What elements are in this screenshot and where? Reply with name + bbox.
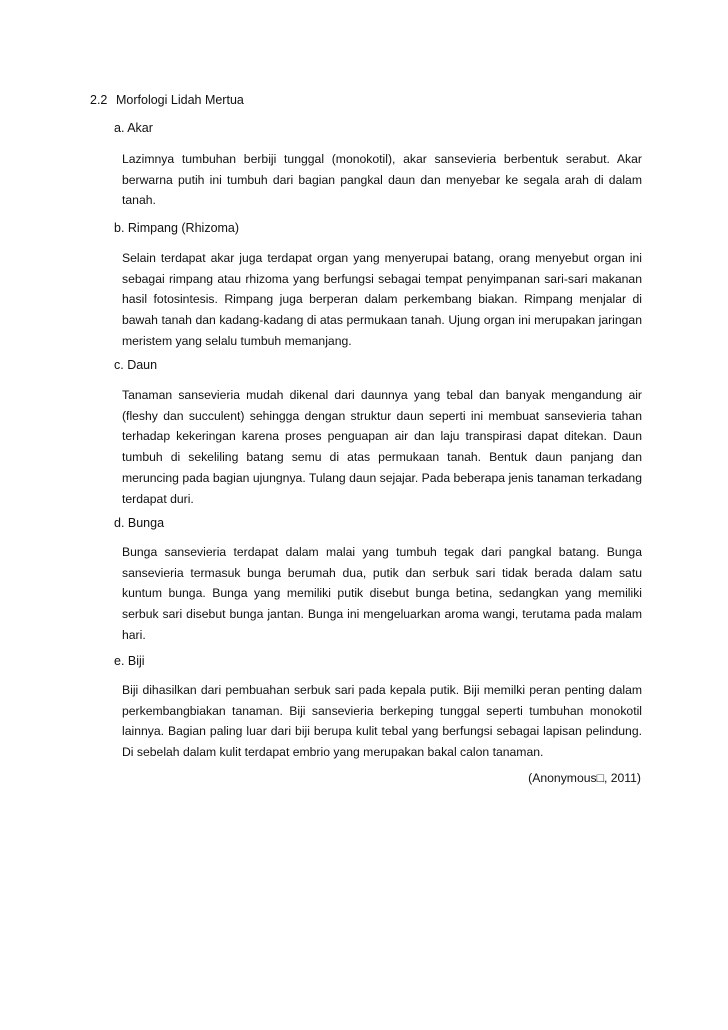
paragraph-bunga: Bunga sansevieria terdapat dalam malai yang tumbuh tegak dari pangkal batang. Bunga sansevieria termasuk bunga berumah dua, putik dan serbuk sari tidak berada dalam satu kuntum bunga. Bunga yang memiliki putik disebut bunga betina, sedangkan yang memiliki serbuk sari disebut bunga jantan. Bunga ini mengeluarkan aroma wangi, terutama pada malam hari. — [122, 545, 642, 642]
paragraph-biji: Biji dihasilkan dari pembuahan serbuk sari pada kepala putik. Biji memilki peran penting dalam perkembangbiakan tanaman. Biji sansevieria berkeping tunggal seperti tumbuhan monokotil lainnya. Bagian paling luar dari biji berupa kulit tebal yang berfungsi sebagai lapisan pelindung. Di sebelah dalam kulit terdapat embrio yang merupakan bakal calon tanaman. — [122, 683, 642, 760]
subsection-heading-akar: a. Akar — [114, 121, 153, 135]
section-number: 2.2 — [90, 93, 108, 107]
subsection-heading-biji: e. Biji — [114, 654, 145, 668]
citation: (Anonymous□, 2011) — [528, 771, 641, 785]
section-heading — [90, 90, 244, 110]
section-title: Morfologi Lidah Mertua — [116, 93, 244, 107]
subsection-heading-bunga: d. Bunga — [114, 516, 165, 530]
paragraph-akar: Lazimnya tumbuhan berbiji tunggal (monokotil), akar sansevieria berbentuk serabut. Akar berwarna putih ini tumbuh dari bagian pangkal daun dan menyebar ke segala arah di dalam tanah. — [122, 152, 642, 208]
paragraph-rimpang: Selain terdapat akar juga terdapat organ yang menyerupai batang, orang menyebut organ ini sebagai rimpang atau rhizoma yang berfungsi sebagai tempat penyimpanan sari-sari makanan hasil fotosintesis. Rimpang juga berperan dalam perkembang biakan. Rimpang menjalar di bawah tanah dan kadang-kadang di atas permukaan tanah. Ujung organ ini merupakan jaringan meristem yang selalu tumbuh memanjang. — [122, 251, 642, 348]
subsection-heading-daun: c. Daun — [114, 358, 158, 372]
paragraph-daun: Tanaman sansevieria mudah dikenal dari daunnya yang tebal dan banyak mengandung air (fleshy dan succulent) sehingga dengan struktur daun seperti ini membuat sansevieria tahan terhadap kekeringan karena proses penguapan air dan laju transpirasi dapat ditekan. Daun tumbuh di sekeliling batang semu di atas permukaan tanah. Bentuk daun panjang dan meruncing pada bagian ujungnya. Tulang daun sejajar. Pada beberapa jenis tanaman terkadang terdapat duri. — [122, 388, 642, 506]
subsection-heading-rimpang: b. Rimpang (Rhizoma) — [114, 221, 240, 235]
